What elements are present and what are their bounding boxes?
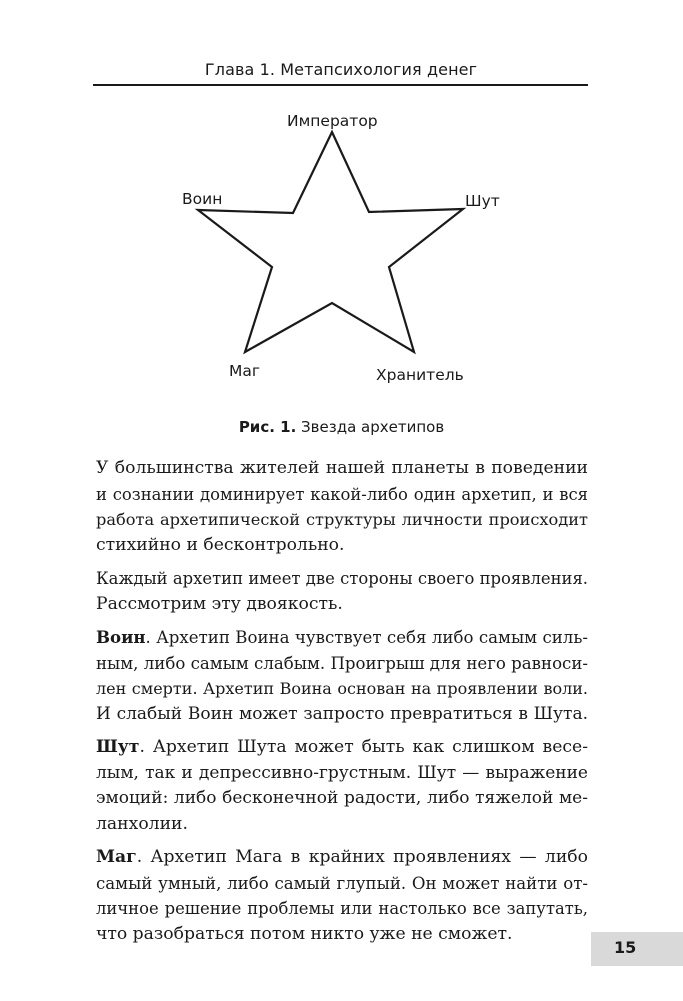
label-warrior: Воин bbox=[182, 190, 223, 208]
text-line: самый умный, либо самый глупый. Он может найти от- bbox=[96, 873, 588, 893]
paragraph-2 bbox=[96, 566, 588, 617]
text-line: личное решение проблемы или настолько все запутать, bbox=[96, 899, 588, 918]
text-fragment: . Архетип Воина чувствует себя либо самым силь- bbox=[145, 628, 588, 647]
text-line bbox=[96, 845, 588, 871]
text-line: ным, либо самым слабым. Проигрыш для него равноси- bbox=[96, 653, 589, 673]
label-keeper: Хранитель bbox=[376, 366, 464, 384]
term-magician: Маг bbox=[96, 847, 137, 867]
text-line: И слабый Воин может запросто превратиться в Шута. bbox=[96, 703, 588, 724]
paragraph-magician bbox=[96, 845, 588, 947]
text-line bbox=[96, 625, 588, 651]
body-text bbox=[96, 456, 588, 955]
text-line: работа архетипической структуры личности происходит bbox=[96, 510, 588, 529]
text-line: лым, так и депрессивно-грустным. Шут — выражение bbox=[96, 762, 588, 783]
paragraph-warrior bbox=[96, 625, 588, 727]
caption-label: Рис. 1. bbox=[238, 418, 297, 436]
text-line: лен смерти. Архетип Воина основан на проявлении воли. bbox=[96, 679, 588, 698]
star-diagram bbox=[0, 0, 683, 460]
paragraph-jester bbox=[96, 735, 588, 837]
label-jester: Шут bbox=[465, 192, 500, 210]
text-line bbox=[96, 735, 588, 761]
term-warrior: Воин bbox=[96, 627, 146, 647]
text-line: Рассмотрим эту двоякость. bbox=[96, 593, 343, 614]
text-line: и сознании доминирует какой-либо один архетип, и вся bbox=[96, 484, 588, 504]
text-line: У большинства жителей нашей планеты в поведении bbox=[96, 458, 588, 478]
text-fragment: . Архетип Шута может быть как слишком весе- bbox=[139, 737, 588, 757]
label-magician: Маг bbox=[229, 362, 261, 380]
page-number: 15 bbox=[614, 938, 637, 957]
running-head: Глава 1. Метапсихология денег bbox=[204, 60, 478, 79]
caption-text: Звезда архетипов bbox=[301, 418, 445, 436]
text-line: что разобраться потом никто уже не сможет. bbox=[96, 923, 513, 944]
term-jester: Шут bbox=[96, 737, 140, 757]
text-line: стихийно и бесконтрольно. bbox=[96, 534, 345, 555]
paragraph-1 bbox=[96, 456, 588, 558]
archetype-star-shape bbox=[198, 132, 463, 352]
figure-caption bbox=[0, 418, 683, 436]
text-line: эмоций: либо бесконечной радости, либо тяжелой ме- bbox=[96, 788, 588, 808]
text-line: Каждый архетип имеет две стороны своего проявления. bbox=[96, 569, 588, 588]
text-line: ланхолии. bbox=[96, 813, 188, 834]
page-number-tab bbox=[591, 932, 683, 966]
text-fragment: . Архетип Мага в крайних проявлениях — либо bbox=[136, 847, 588, 867]
archetype-star-figure bbox=[0, 0, 683, 460]
label-emperor: Император bbox=[287, 112, 378, 130]
